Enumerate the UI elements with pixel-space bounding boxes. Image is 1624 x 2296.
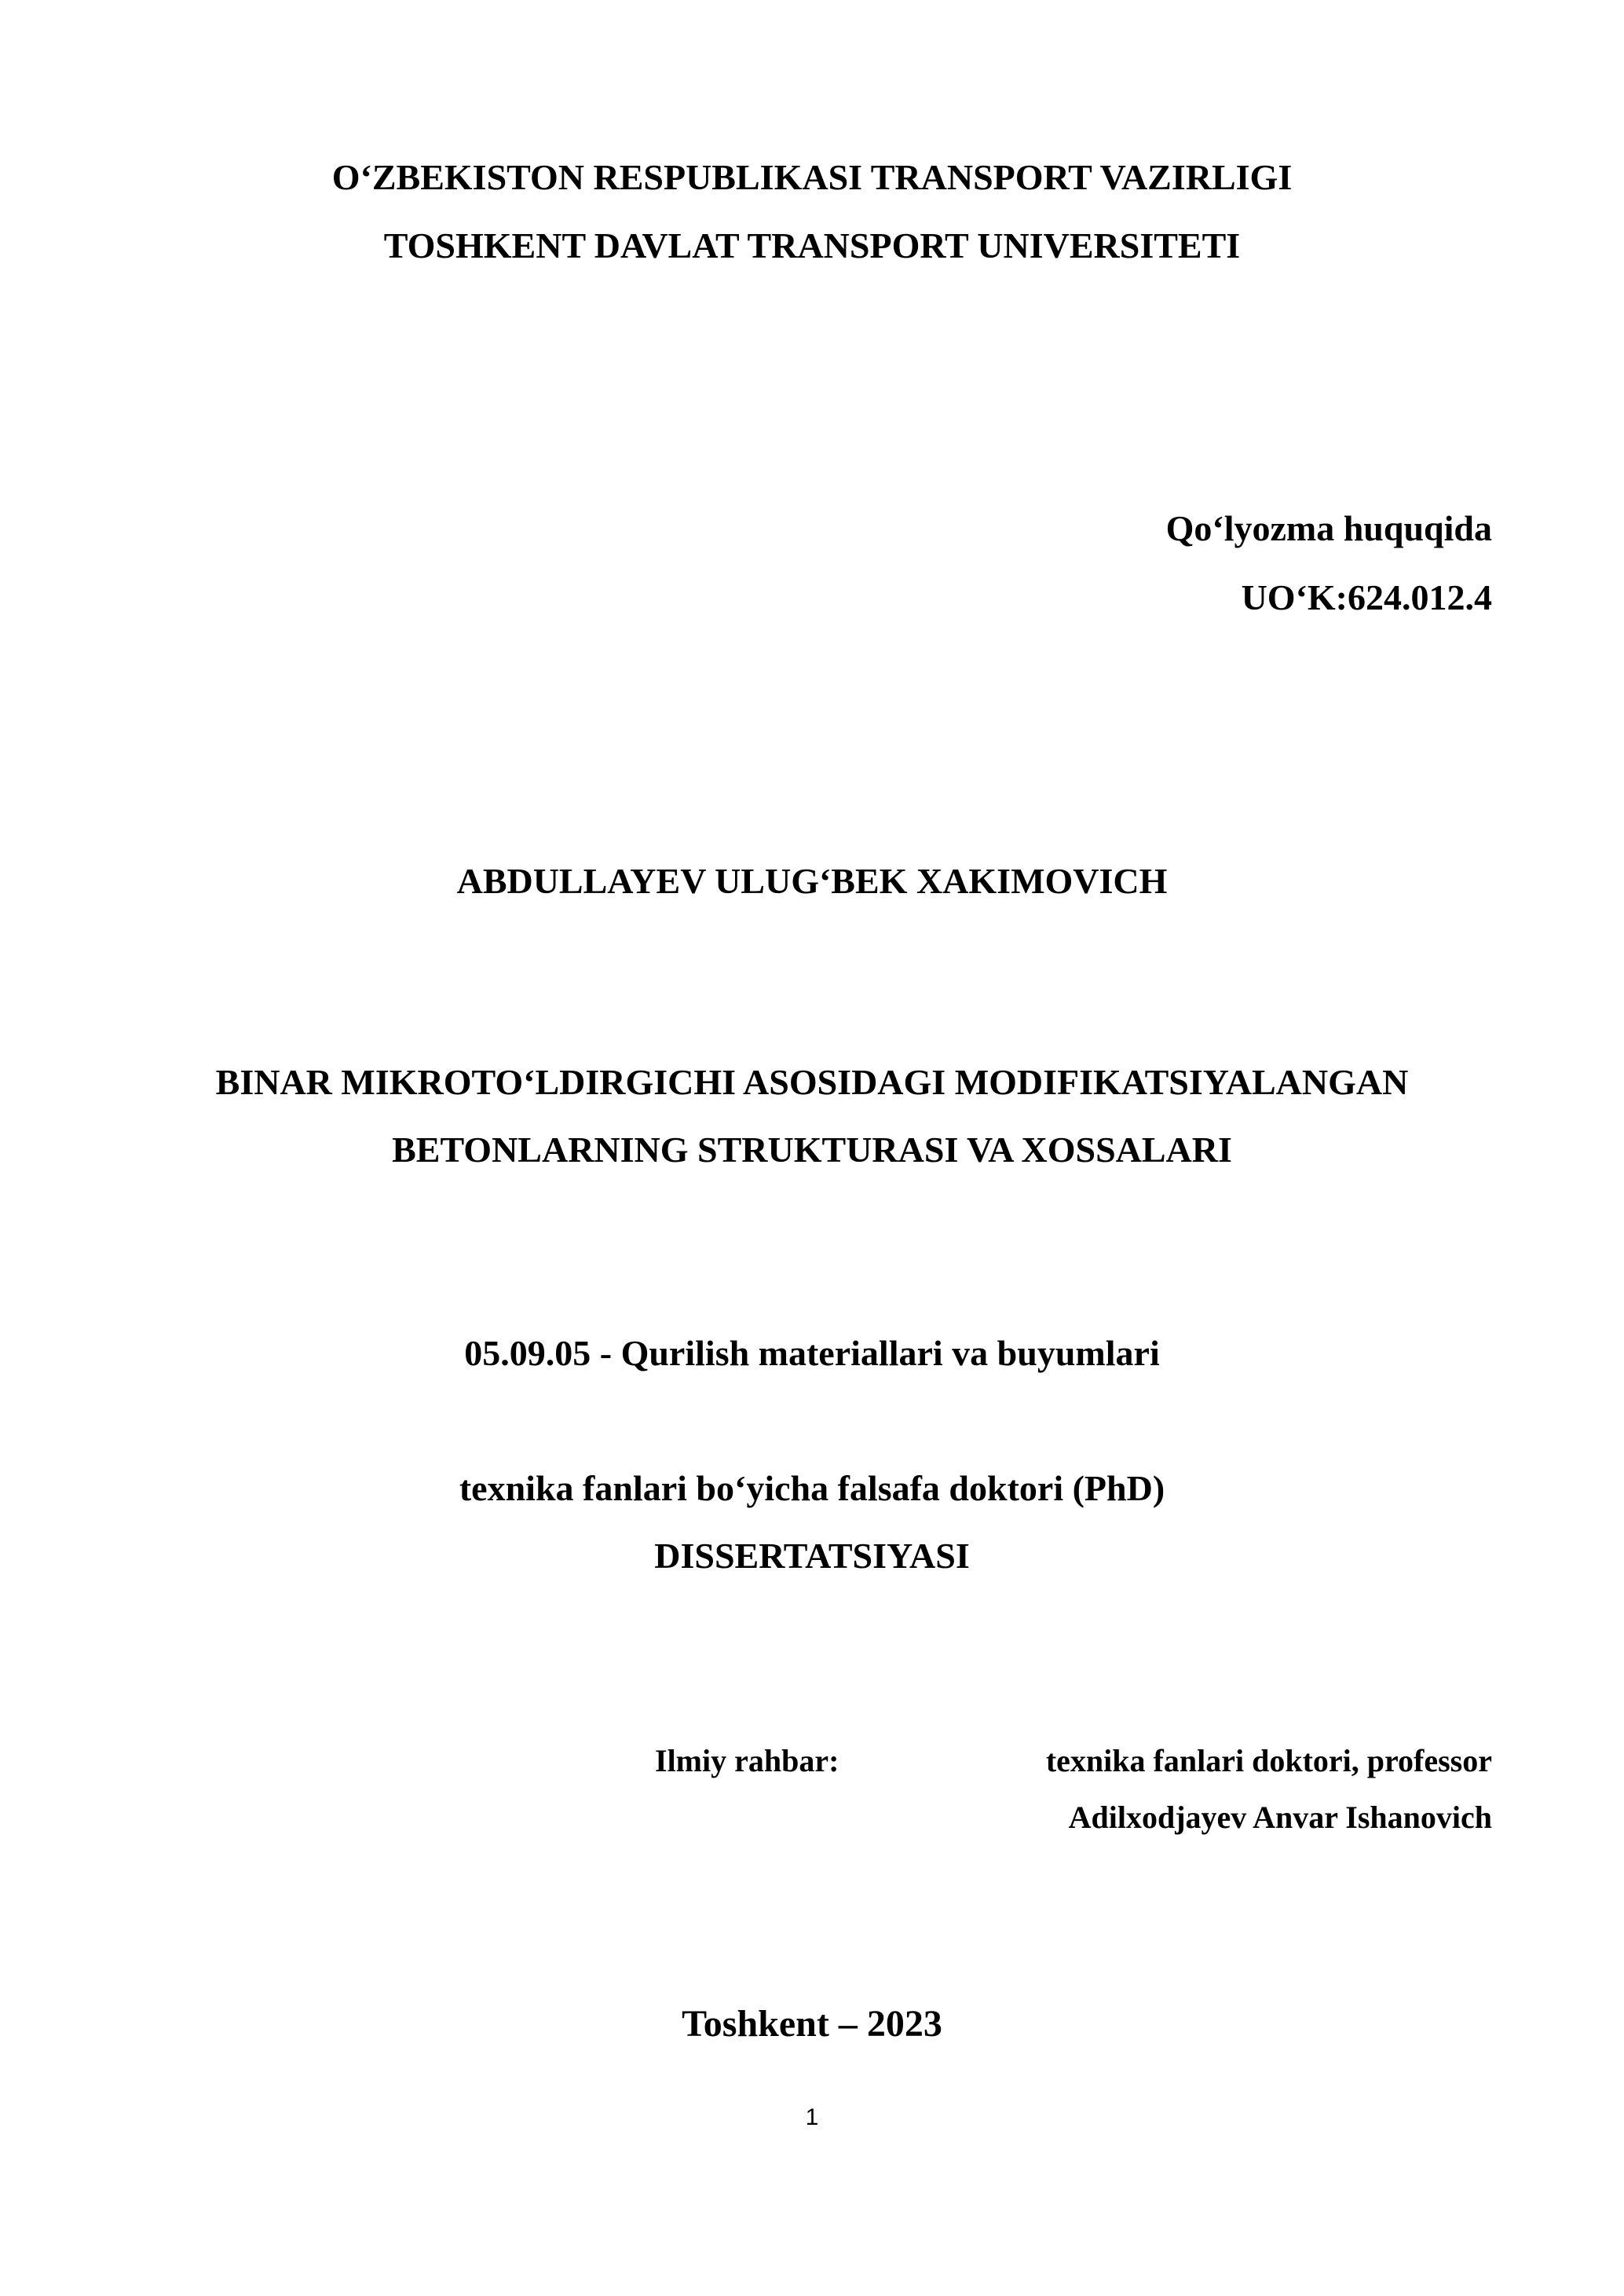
ministry-heading: O‘ZBEKISTON RESPUBLIKASI TRANSPORT VAZIRLIGI: [331, 157, 1293, 197]
city-year: Toshkent – 2023: [682, 2003, 942, 2045]
supervisor-label: Ilmiy rahbar:: [655, 1743, 839, 1778]
dissertation-title-line-1: BINAR MIKROTO‘LDIRGICHI ASOSIDAGI MODIFIKATSIYALANGAN: [215, 1062, 1409, 1102]
author-name: ABDULLAYEV ULUG‘BEK XAKIMOVICH: [456, 861, 1168, 901]
degree-line: texnika fanlari bo‘yicha falsafa doktori (PhD): [459, 1468, 1165, 1508]
udc-code: UO‘K:624.012.4: [1241, 577, 1492, 617]
supervisor-name: Adilxodjayev Anvar Ishanovich: [1068, 1800, 1492, 1835]
supervisor-title: texnika fanlari doktori, professor: [1045, 1743, 1492, 1778]
manuscript-rights-label: Qo‘lyozma huquqida: [1165, 508, 1492, 548]
university-heading: TOSHKENT DAVLAT TRANSPORT UNIVERSITETI: [383, 225, 1241, 265]
specialty-code: 05.09.05 - Qurilish materiallari va buyumlari: [464, 1333, 1160, 1373]
dissertation-title-line-2: BETONLARNING STRUKTURASI VA XOSSALARI: [392, 1130, 1232, 1170]
dissertation-label: DISSERTATSIYASI: [654, 1536, 970, 1576]
page-number: 1: [805, 2104, 819, 2130]
